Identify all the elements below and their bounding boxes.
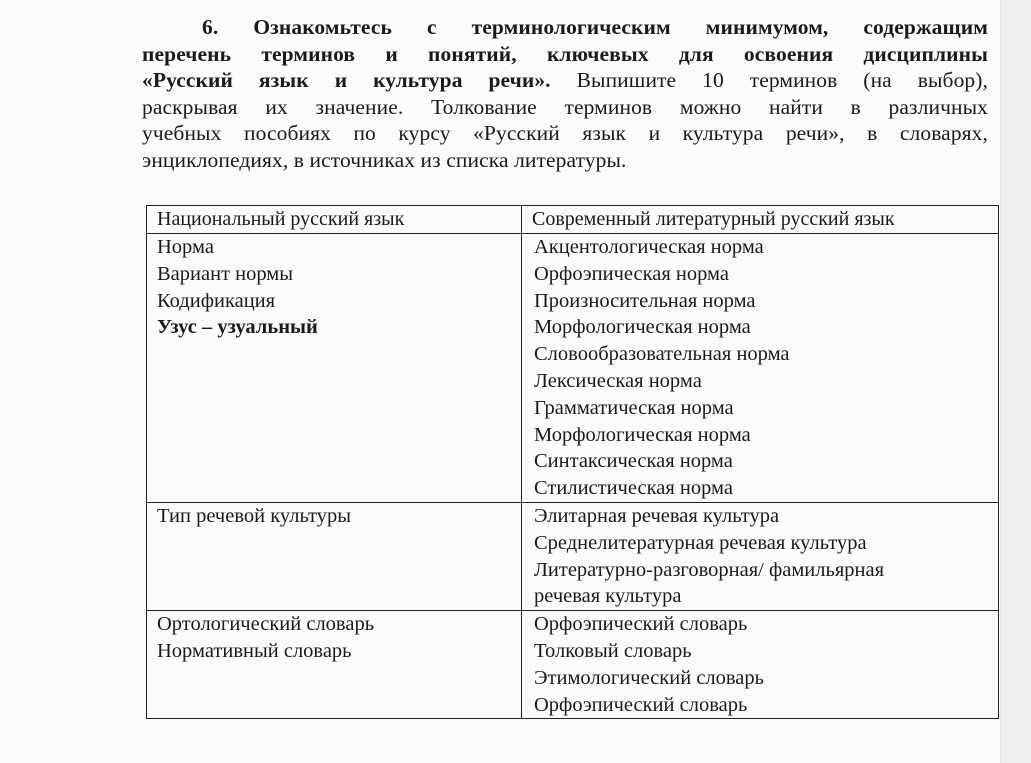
task-line-6: энциклопедиях, в источниках из списка литературы. [142, 147, 627, 172]
term-item: Орфоэпический словарь [534, 693, 748, 716]
row-2-right-cell [522, 502, 999, 610]
vertical-scrollbar[interactable] [1000, 0, 1031, 763]
term-uzus: Узус – узуальный [157, 316, 318, 339]
term-kodifikatsiya: Кодификация [157, 289, 276, 312]
term-item: Этимологический словарь [534, 666, 765, 689]
term-ortologicheskiy-slovar: Ортологический словарь [157, 613, 375, 636]
term-item: Орфоэпическая норма [534, 262, 729, 285]
task-line-3 [142, 67, 988, 94]
row-2-left-cell [147, 502, 522, 610]
term-norma: Норма [157, 236, 214, 258]
header-literary-language: Современный литературный русский язык [522, 206, 999, 234]
term-item: Элитарная речевая культура [534, 504, 780, 527]
row-3-left-cell [147, 611, 522, 719]
course-title: «Русский язык и культура речи». [142, 68, 551, 92]
term-item: Стилистическая норма [534, 477, 733, 500]
row-3-right-cell [522, 611, 999, 719]
task-line-1 [142, 14, 988, 41]
task-heading-line-1: Ознакомьтесь с терминологическим минимумом, содержащим [253, 15, 988, 39]
term-item: Морфологическая норма [534, 316, 751, 339]
task-line-5: учебных пособиях по курсу «Русский язык и культура речи», в словарях, [142, 121, 988, 145]
term-item: Произносительная норма [534, 289, 756, 312]
terms-table [146, 205, 999, 719]
term-tip-rechevoy-kultury: Тип речевой культуры [157, 504, 351, 527]
header-national-language: Национальный русский язык [147, 206, 522, 234]
term-item: Акцентологическая норма [534, 236, 764, 258]
table-row [147, 234, 999, 503]
term-normativnyy-slovar: Нормативный словарь [157, 639, 352, 662]
task-number: 6. [202, 15, 219, 39]
task-line-4: раскрывая их значение. Толкование терминов можно найти в различных [142, 94, 988, 119]
term-item: Орфоэпический словарь [534, 613, 748, 636]
term-item: Лексическая норма [534, 369, 702, 392]
term-item: Словообразовательная норма [534, 343, 790, 366]
term-item: Грамматическая норма [534, 396, 734, 419]
term-item: Литературно-разговорная/ фамильярная [534, 558, 885, 581]
task-line-3-rest: Выпишите 10 терминов (на выбор), [550, 68, 989, 92]
term-item: Толковый словарь [534, 639, 692, 662]
row-1-right-cell [522, 234, 999, 503]
table-header-row [147, 206, 999, 234]
task-heading-line-2: перечень терминов и понятий, ключевых для освоения дисциплины [142, 41, 988, 66]
term-item: речевая культура [534, 585, 682, 608]
term-item: Среднелитературная речевая культура [534, 531, 867, 554]
task-line-2 [142, 41, 988, 68]
term-variant-normy: Вариант нормы [157, 262, 294, 285]
table-row [147, 502, 999, 610]
term-item: Синтаксическая норма [534, 450, 733, 473]
table-row [147, 611, 999, 719]
term-item: Морфологическая норма [534, 423, 751, 446]
row-1-left-cell [147, 234, 522, 503]
task-text [142, 14, 988, 173]
